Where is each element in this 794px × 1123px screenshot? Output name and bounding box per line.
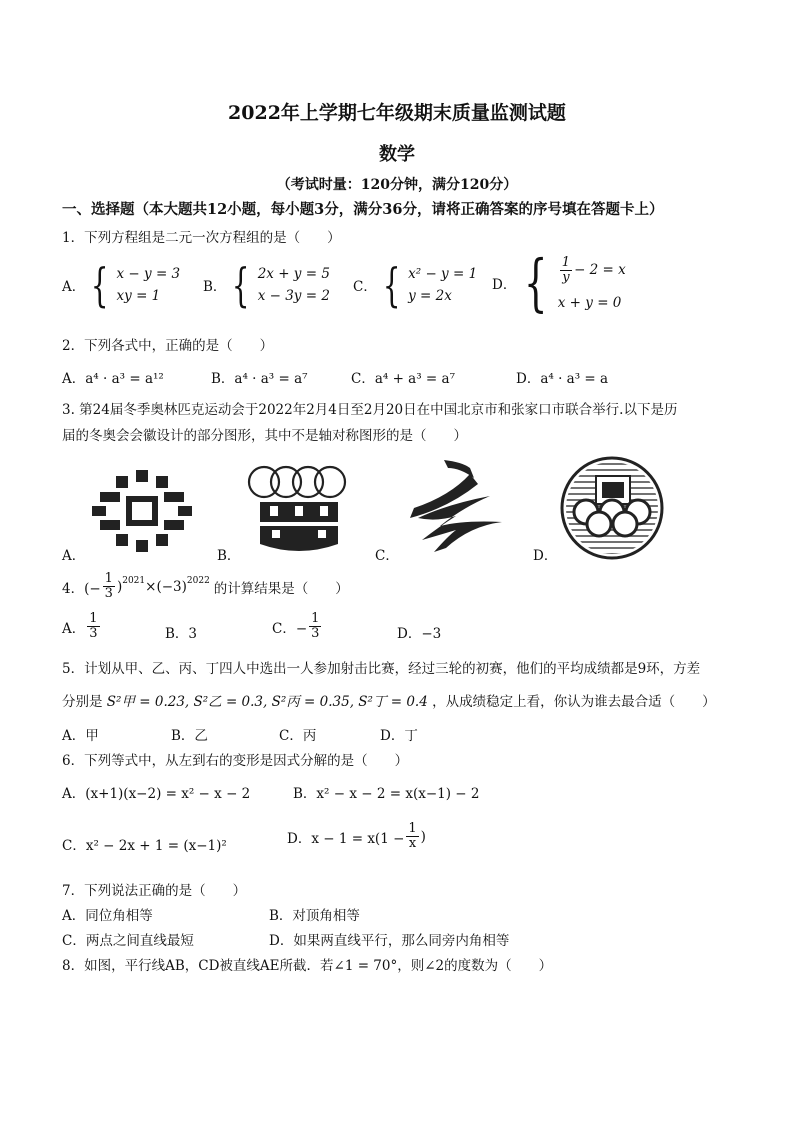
q6-option-c: C．x² − 2x + 1 = (x−1)² [62, 838, 227, 854]
brace-symbol: { [232, 258, 250, 312]
q4-frac-num: 1 [104, 571, 113, 586]
q2-option-c: C．a⁴ + a³ = a⁷ [351, 371, 455, 387]
q7-option-b: B．对顶角相等 [269, 908, 360, 924]
q5-option-a: A．甲 [62, 728, 99, 744]
q1-a-label: A． [62, 279, 86, 295]
q1-b-eq1: 2x + y = 5 [257, 266, 330, 282]
subject-title: 数学 [379, 144, 415, 165]
brace-symbol: { [524, 246, 548, 319]
q6-d-suffix: ) [420, 828, 426, 845]
q8-stem: 8．如图，平行线AB，CD被直线AE所截．若∠1 = 70°，则∠2的度数为（ ） [62, 958, 553, 974]
q5-stem-line1: 5．计划从甲、乙、丙、丁四人中选出一人参加射击比赛，经过三轮的初赛，他们的平均成绩都是9环，方差 [62, 661, 701, 677]
section-heading: 一、选择题（本大题共12小题，每小题3分，满分36分，请将正确答案的序号填在答题卡上） [62, 201, 664, 218]
q6-option-b: B．x² − x − 2 = x(x−1) − 2 [293, 786, 480, 802]
q4-a-den: 3 [89, 626, 98, 641]
q4-c-den: 3 [311, 626, 320, 641]
q4-a-label: A． [62, 620, 86, 637]
q5-line2-prefix: 分别是 [62, 694, 103, 710]
brace-symbol: { [91, 258, 109, 312]
q4-option-b: B．3 [165, 626, 198, 642]
q1-a-eq1: x − y = 3 [116, 266, 181, 282]
q2-option-a: A．a⁴ · a³ = a¹² [62, 371, 164, 387]
q4-exp2: 2022 [186, 576, 210, 586]
q3-stem-line2: 届的冬奥会会徽设计的部分图形，其中不是轴对称图形的是（ ） [62, 428, 467, 444]
q5-option-b: B．乙 [171, 728, 208, 744]
q1-c-eq1: x² − y = 1 [408, 266, 478, 282]
q4-suffix: 的计算结果是（ ） [213, 580, 349, 597]
q4-a-num: 1 [89, 611, 98, 626]
q3-label-b: B． [217, 548, 241, 564]
q1-c-label: C． [353, 279, 377, 295]
q6-option-d [287, 822, 426, 851]
q4-exp1: 2021 [122, 576, 146, 586]
q6-d-num: 1 [408, 821, 417, 836]
q7-option-c: C．两点之间直线最短 [62, 933, 194, 949]
q4-option-a [62, 612, 102, 641]
q5-option-d: D．丁 [380, 728, 418, 744]
emblem-d-striped-circle-icon [560, 456, 664, 560]
q5-variances: S²甲 = 0.23, S²乙 = 0.3, S²丙 = 0.35, S²丁 = 0.4 [106, 694, 428, 710]
q1-b-eq2: x − 3y = 2 [257, 288, 330, 304]
q5-stem-line2 [62, 690, 716, 710]
q4-option-c [272, 612, 323, 641]
q4-stem: 4．(− $\frac{1}{3}$ ) $^{2021}$ ×(−3) $^{2022}$ 的计算结果是（ ） [62, 571, 349, 601]
q4-c-num: 1 [311, 611, 320, 626]
q2-stem: 2．下列各式中，正确的是（ ） [62, 338, 274, 354]
q1-option-c [353, 258, 478, 312]
q2-option-b: B．a⁴ · a³ = a⁷ [211, 371, 308, 387]
q1-option-d [492, 246, 626, 319]
q6-d-prefix: D．x − 1 = x(1 − [287, 830, 405, 847]
q4-option-d: D．−3 [397, 626, 442, 642]
q1-c-eq2: y = 2x [408, 288, 452, 304]
q7-option-d: D．如果两直线平行，那么同旁内角相等 [269, 933, 510, 949]
q1-stem: 1．下列方程组是二元一次方程组的是（ ） [62, 230, 341, 246]
q1-b-label: B． [203, 279, 227, 295]
q1-option-a [62, 258, 181, 312]
brace-symbol: { [382, 258, 401, 312]
exam-title: 2022年上学期七年级期末质量监测试题 [228, 102, 566, 124]
q1-d-frac-num: 1 [561, 254, 571, 270]
q2-option-d: D．a⁴ · a³ = a [516, 371, 609, 387]
q4-frac-den: 3 [104, 586, 113, 601]
emblem-c-ribbon-icon [400, 456, 510, 556]
q1-d-eq2: x + y = 0 [557, 294, 622, 311]
emblem-b-rings-shield-icon [244, 462, 354, 557]
q6-d-den: x [408, 836, 417, 851]
q7-option-a: A．同位角相等 [62, 908, 153, 924]
q6-stem: 6．下列等式中，从左到右的变形是因式分解的是（ ） [62, 753, 409, 769]
q4-mid: ×(−3) [145, 578, 187, 595]
q3-label-a: A． [62, 548, 86, 564]
q1-option-b [203, 258, 330, 312]
q1-a-eq2: xy = 1 [116, 288, 161, 304]
q3-stem-line1: 3. 第24届冬季奥林匹克运动会于2022年2月4日至2月20日在中国北京市和张家口市联合举行.以下是历 [62, 402, 678, 418]
emblem-a-snowflake-icon [92, 466, 192, 556]
q5-option-c: C．丙 [279, 728, 317, 744]
q4-prefix: 4．(− [62, 580, 101, 597]
q3-label-d: D． [533, 548, 558, 564]
exam-info: （考试时量：120分钟，满分120分） [276, 177, 518, 193]
q3-label-c: C． [375, 548, 399, 564]
q6-option-a: A．(x+1)(x−2) = x² − x − 2 [62, 786, 251, 802]
q1-d-eq1-rest: − 2 = x [574, 261, 626, 278]
q4-c-label: C．− [272, 620, 308, 637]
q1-d-label: D． [492, 277, 517, 293]
q5-line2-suffix: ，从成绩稳定上看，你认为谁去最合适（ ） [432, 694, 716, 710]
q1-d-frac-den: y [562, 269, 570, 285]
q7-stem: 7．下列说法正确的是（ ） [62, 883, 247, 899]
